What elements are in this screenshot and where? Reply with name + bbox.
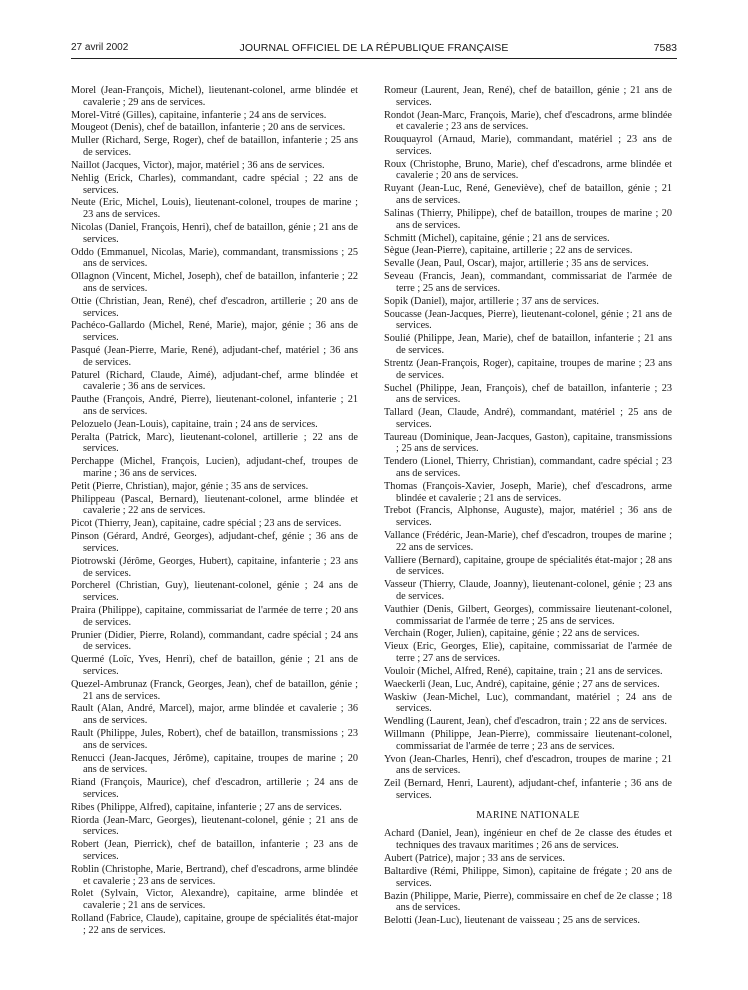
list-item: Vasseur (Thierry, Claude, Joanny), lieutenant-colonel, génie ; 23 ans de services.: [384, 579, 672, 602]
list-item: Sègue (Jean-Pierre), capitaine, artillerie ; 22 ans de services.: [384, 245, 633, 257]
list-item: Strentz (Jean-François, Roger), capitaine, troupes de marine ; 23 ans de services.: [384, 357, 672, 381]
list-item: Tallard (Jean, Claude, André), commandant, matériel ; 25 ans de services.: [384, 407, 672, 430]
list-item: Petit (Pierre, Christian), major, génie ; 35 ans de services.: [71, 480, 309, 492]
list-item: Thomas (François-Xavier, Joseph, Marie), chef d'escadrons, arme blindée et cavalerie ; 21 ans de services.: [384, 480, 672, 504]
list-item: Romeur (Laurent, Jean, René), chef de bataillon, génie ; 21 ans de services.: [384, 85, 672, 108]
list-item: Waskiw (Jean-Michel, Luc), commandant, matériel ; 24 ans de services.: [384, 691, 672, 715]
list-item: Tendero (Lionel, Thierry, Christian), commandant, cadre spécial ; 23 ans de services.: [384, 456, 672, 479]
list-item: Ottie (Christian, Jean, René), chef d'escadron, artillerie ; 20 ans de services.: [71, 295, 358, 319]
list-item: Muller (Richard, Serge, Roger), chef de bataillon, infanterie ; 25 ans de services.: [71, 135, 358, 159]
list-item: Taureau (Dominique, Jean-Jacques, Gaston), capitaine, transmissions ; 25 ans de services.: [384, 431, 672, 455]
list-item: Waeckerli (Jean, Luc, André), capitaine, génie ; 27 ans de services.: [384, 678, 660, 690]
list-item: Verchain (Roger, Julien), capitaine, génie ; 22 ans de services.: [384, 628, 640, 640]
list-item: Prunier (Didier, Pierre, Roland), commandant, cadre spécial ; 24 ans de services.: [71, 629, 358, 653]
list-item: Valliere (Bernard), capitaine, groupe de spécialités état-major ; 28 ans de services.: [384, 554, 672, 578]
left-entry-list: [71, 85, 358, 936]
list-item: Bazin (Philippe, Marie, Pierre), commissaire en chef de 2e classe ; 18 ans de services.: [384, 890, 672, 914]
list-item: Rault (Alan, André, Marcel), major, arme blindée et cavalerie ; 36 ans de services.: [71, 703, 358, 727]
list-item: Zeil (Bernard, Henri, Laurent), adjudant-chef, infanterie ; 36 ans de services.: [384, 778, 672, 802]
list-item: Pinson (Gérard, André, Georges), adjudant-chef, génie ; 36 ans de services.: [71, 531, 358, 554]
list-item: Peralta (Patrick, Marc), lieutenant-colonel, artillerie ; 22 ans de services.: [71, 431, 358, 455]
list-item: Praira (Philippe), capitaine, commissariat de l'armée de terre ; 20 ans de services.: [71, 605, 358, 628]
list-item: Sevalle (Jean, Paul, Oscar), major, artillerie ; 35 ans de services.: [384, 258, 649, 270]
list-item: Vauthier (Denis, Gilbert, Georges), commissaire lieutenant-colonel, commissariat de l'armée de terre ; 25 ans de services.: [384, 603, 672, 627]
list-item: Pachéco-Gallardo (Michel, René, Marie), major, génie ; 36 ans de services.: [71, 320, 358, 344]
list-item: Sopik (Daniel), major, artillerie ; 37 ans de services.: [384, 295, 599, 307]
list-item: Pelozuelo (Jean-Louis), capitaine, train ; 24 ans de services.: [71, 418, 318, 430]
list-item: Schmitt (Michel), capitaine, génie ; 21 ans de services.: [384, 232, 610, 244]
list-item: Wendling (Laurent, Jean), chef d'escadron, train ; 22 ans de services.: [384, 716, 667, 728]
list-item: Salinas (Thierry, Philippe), chef de bataillon, troupes de marine ; 20 ans de services.: [384, 207, 672, 231]
list-item: Rondot (Jean-Marc, François, Marie), chef d'escadrons, arme blindée et cavalerie ; 23 ans de services.: [384, 109, 672, 133]
list-item: Suchel (Philippe, Jean, François), chef de bataillon, infanterie ; 23 ans de services.: [384, 382, 672, 406]
list-item: Baltardive (Rémi, Philippe, Simon), capitaine de frégate ; 20 ans de services.: [384, 865, 672, 889]
list-item: Aubert (Patrice), major ; 33 ans de services.: [384, 853, 565, 865]
right-column: [384, 85, 672, 928]
list-item: Rolet (Sylvain, Victor, Alexandre), capitaine, arme blindée et cavalerie ; 21 ans de services.: [71, 888, 358, 912]
list-item: Robert (Jean, Pierrick), chef de bataillon, infanterie ; 23 ans de services.: [71, 839, 358, 862]
list-item: Ruyant (Jean-Luc, René, Geneviève), chef de bataillon, génie ; 21 ans de services.: [384, 183, 672, 207]
list-item: Ribes (Philippe, Alfred), capitaine, infanterie ; 27 ans de services.: [71, 801, 342, 813]
journal-title: JOURNAL OFFICIEL DE LA RÉPUBLIQUE FRANÇAISE: [239, 42, 509, 54]
list-item: Rouquayrol (Arnaud, Marie), commandant, matériel ; 23 ans de services.: [384, 134, 672, 157]
list-item: Porcherel (Christian, Guy), lieutenant-colonel, génie ; 24 ans de services.: [71, 580, 358, 604]
list-item: Vouloir (Michel, Alfred, René), capitaine, train ; 21 ans de services.: [384, 665, 663, 677]
list-item: Achard (Daniel, Jean), ingénieur en chef de 2e classe des études et techniques des travaux maritimes ; 26 ans de services.: [384, 828, 672, 852]
list-item: Vieux (Eric, Georges, Elie), capitaine, commissariat de l'armée de terre ; 27 ans de services.: [384, 641, 672, 665]
list-item: Picot (Thierry, Jean), capitaine, cadre spécial ; 23 ans de services.: [71, 518, 342, 530]
list-item: Naillot (Jacques, Victor), major, matériel ; 36 ans de services.: [71, 159, 325, 171]
list-item: Renucci (Jean-Jacques, Jérôme), capitaine, troupes de marine ; 20 ans de services.: [71, 752, 358, 776]
list-item: Quermé (Loïc, Yves, Henri), chef de bataillon, génie ; 21 ans de services.: [71, 654, 358, 677]
section-title-marine-nationale: MARINE NATIONALE: [476, 809, 580, 821]
list-item: Pasqué (Jean-Pierre, Marie, René), adjudant-chef, matériel ; 36 ans de services.: [71, 345, 358, 368]
list-item: Perchappe (Michel, François, Lucien), adjudant-chef, troupes de marine ; 36 ans de services.: [71, 456, 358, 479]
list-item: Belotti (Jean-Luc), lieutenant de vaisseau ; 25 ans de services.: [384, 915, 640, 927]
list-item: Quezel-Ambrunaz (Franck, Georges, Jean), chef de bataillon, génie ; 21 ans de services.: [71, 678, 358, 702]
list-item: Riand (François, Maurice), chef d'escadron, artillerie ; 24 ans de services.: [71, 777, 358, 800]
list-item: Mougeot (Denis), chef de bataillon, infanterie ; 20 ans de services.: [71, 122, 346, 134]
list-item: Morel (Jean-François, Michel), lieutenant-colonel, arme blindée et cavalerie ; 29 ans de services.: [71, 85, 358, 108]
list-item: Oddo (Emmanuel, Nicolas, Marie), commandant, transmissions ; 25 ans de services.: [71, 246, 358, 270]
list-item: Soucasse (Jean-Jacques, Pierre), lieutenant-colonel, génie ; 21 ans de services.: [384, 308, 672, 332]
list-item: Philippeau (Pascal, Bernard), lieutenant-colonel, arme blindée et cavalerie ; 22 ans de services.: [71, 493, 358, 517]
list-item: Nehlig (Erick, Charles), commandant, cadre spécial ; 22 ans de services.: [71, 172, 358, 196]
list-item: Ollagnon (Vincent, Michel, Joseph), chef de bataillon, infanterie ; 22 ans de services.: [71, 271, 358, 294]
list-item: Roblin (Christophe, Marie, Bertrand), chef d'escadrons, arme blindée et cavalerie ; 23 ans de services.: [71, 863, 358, 887]
list-item: Pauthe (François, André, Pierre), lieutenant-colonel, infanterie ; 21 ans de services.: [71, 394, 358, 417]
page-header: [71, 42, 677, 58]
header-rule: [71, 58, 677, 59]
page-number: 7583: [653, 42, 677, 54]
right-entry-list: [384, 85, 672, 802]
list-item: Paturel (Richard, Claude, Aimé), adjudant-chef, arme blindée et cavalerie ; 36 ans de services.: [71, 369, 358, 393]
list-item: Vallance (Frédéric, Jean-Marie), chef d'escadron, troupes de marine ; 22 ans de services.: [384, 530, 672, 553]
list-item: Riorda (Jean-Marc, Georges), lieutenant-colonel, génie ; 21 ans de services.: [71, 814, 358, 838]
issue-date: 27 avril 2002: [71, 42, 129, 53]
left-column: [71, 85, 358, 938]
list-item: Piotrowski (Jérôme, Georges, Hubert), capitaine, infanterie ; 23 ans de services.: [71, 555, 358, 579]
list-item: Rolland (Fabrice, Claude), capitaine, groupe de spécialités état-major ; 22 ans de services.: [71, 913, 358, 936]
list-item: Seveau (Francis, Jean), commandant, commissariat de l'armée de terre ; 25 ans de services.: [384, 271, 672, 294]
list-item: Roux (Christophe, Bruno, Marie), chef d'escadrons, arme blindée et cavalerie ; 20 ans de services.: [384, 158, 672, 182]
list-item: Rault (Philippe, Jules, Robert), chef de bataillon, transmissions ; 23 ans de services.: [71, 728, 358, 751]
list-item: Trebot (Francis, Alphonse, Auguste), major, matériel ; 36 ans de services.: [384, 505, 672, 529]
list-item: Willmann (Philippe, Jean-Pierre), commissaire lieutenant-colonel, commissariat de l'armée de terre ; 23 ans de services.: [384, 729, 672, 752]
marine-entry-list: [384, 828, 672, 926]
list-item: Nicolas (Daniel, François, Henri), chef de bataillon, génie ; 21 ans de services.: [71, 222, 358, 245]
list-item: Soulié (Philippe, Jean, Marie), chef de bataillon, infanterie ; 21 ans de services.: [384, 333, 672, 357]
list-item: Neute (Eric, Michel, Louis), lieutenant-colonel, troupes de marine ; 23 ans de services.: [71, 197, 358, 221]
list-item: Yvon (Jean-Charles, Henri), chef d'escadron, troupes de marine ; 21 ans de services.: [384, 753, 672, 777]
list-item: Morel-Vitré (Gilles), capitaine, infanterie ; 24 ans de services.: [71, 109, 327, 121]
